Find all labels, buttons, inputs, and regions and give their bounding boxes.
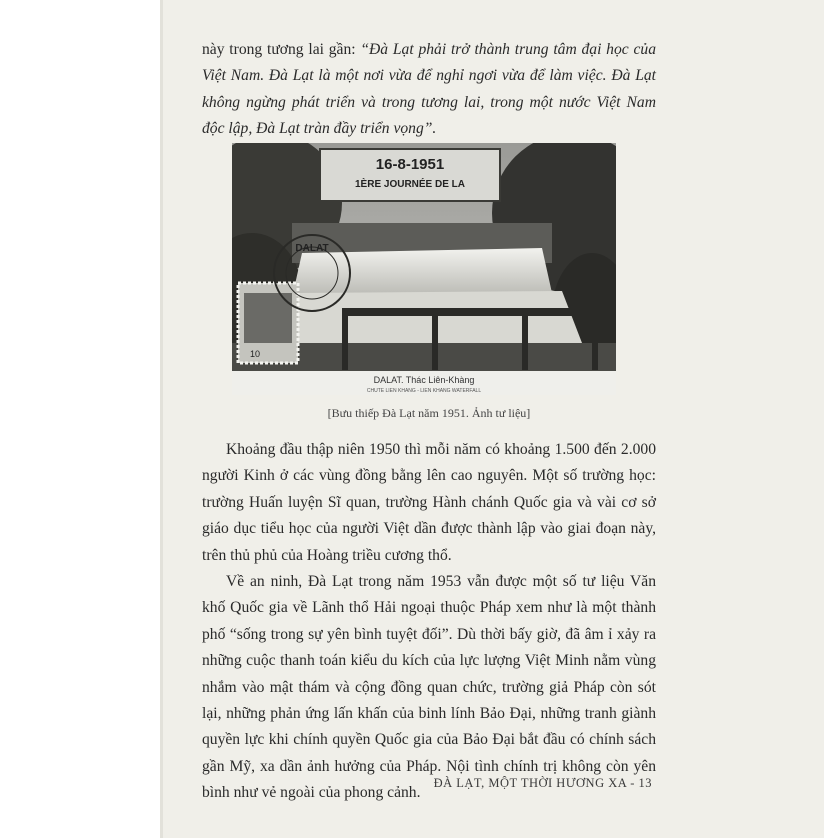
running-footer: ĐÀ LẠT, MỘT THỜI HƯƠNG XA - 13 [433,776,652,790]
postcard-label: DALAT. Thác Liên-Khàng [373,375,475,385]
postage-stamp [238,283,298,363]
stamp-date: 16-8-1951 [375,156,445,173]
postmark-text: DALAT [295,243,329,254]
opening-paragraph [202,37,656,143]
postcard-sublabel: CHUTE LIEN KHANG - LIEN KHANG WATERFALL [366,388,482,394]
opening-lead: này trong tương lai gần: [202,41,361,58]
waterfall-postcard-image [232,143,616,395]
paragraph: Về an ninh, Đà Lạt trong năm 1953 vẫn được một số tư liệu Văn khố Quốc gia về Lãnh thổ Hải ngoại thuộc Pháp xem như là một thành phố “sống trong sự yên bình tuyệt đối”. Dù thời bấy giờ, đã âm ỉ xảy ra những cuộc thanh toán kiểu du kích của lực lượng Việt Minh nằm vùng nhắm vào mật thám và cộng đồng quan chức, trường giả Pháp còn sót lại, những phản ứng lấn khấn của binh lính Bảo Đại, những tranh giành quyền lực khi chính quyền Quốc gia của Bảo Đại bắt đầu có chính sách gần Mỹ, xa dần ảnh hưởng của Pháp. Nội tình chính trị không còn yên bình như vẻ ngoài của phong cảnh. [202,573,656,802]
photo-caption: [Bưu thiếp Đà Lạt năm 1951. Ảnh tư liệu] [327,406,531,420]
paragraph: Khoảng đầu thập niên 1950 thì mỗi năm có khoảng 1.500 đến 2.000 người Kinh ở các vùng đồng bằng lên cao nguyên. Một số trường học: trường Huấn luyện Sĩ quan, trường Hành chánh Quốc gia và vài cơ sở giáo dục tiểu học của người Việt dần được thành lập vào giai đoạn này, trên thủ phủ của Hoàng triều cương thổ. [202,441,656,564]
stamp-value: 10 [250,349,261,359]
cancellation-stamp [320,149,500,201]
stamp-line: 1ÈRE JOURNÉE DE LA [354,179,466,190]
page-gutter [160,0,163,838]
opening-quote: “Đà Lạt phải trở thành trung tâm đại học của Việt Nam. Đà Lạt là một nơi vừa để nghỉ ngơi vừa để làm việc. Đà Lạt không ngừng phát triển và trong tương lai, trong một nước Việt Nam độc lập, Đà Lạt tràn đầy triển vọng”. [202,41,656,138]
postcard-photo [232,143,616,395]
body-text [202,437,656,807]
